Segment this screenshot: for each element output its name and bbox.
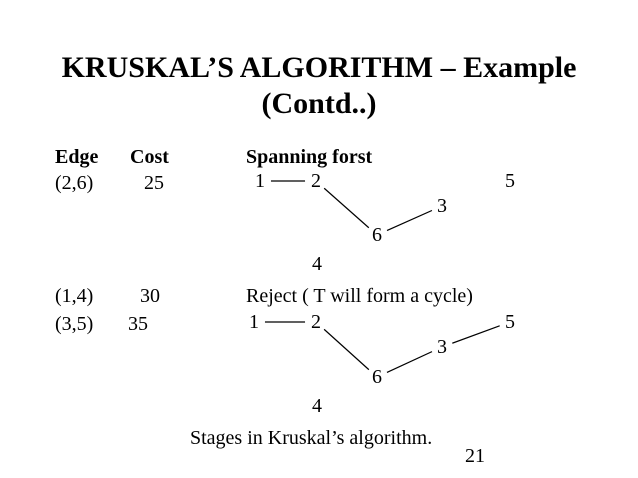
forest-2-node-6: 6 (366, 366, 388, 388)
row-2-note: Reject ( T will form a cycle) (246, 285, 473, 307)
page-number: 21 (465, 445, 485, 467)
caption: Stages in Kruskal’s algorithm. (190, 427, 433, 449)
forest-1-node-2: 2 (305, 170, 327, 192)
row-3-edge: (3,5) (55, 313, 94, 335)
title-line-1: KRUSKAL’S ALGORITHM – Example (61, 51, 577, 84)
row-2-cost: 30 (140, 285, 160, 307)
forest-2-node-5: 5 (499, 311, 521, 333)
header-cost: Cost (130, 146, 169, 168)
row-2-edge: (1,4) (55, 285, 94, 307)
forest-2-node-1: 1 (243, 311, 265, 333)
row-3-cost: 35 (128, 313, 148, 335)
forest-2-node-4: 4 (306, 395, 328, 417)
row-1-edge: (2,6) (55, 172, 94, 194)
forest-1-node-1: 1 (249, 170, 271, 192)
forest-1-node-5: 5 (499, 170, 521, 192)
header-edge: Edge (55, 146, 99, 168)
forest-2-node-2: 2 (305, 311, 327, 333)
forest-1-node-6: 6 (366, 224, 388, 246)
forest-1-node-4: 4 (306, 253, 328, 275)
header-spanning-forest: Spanning forst (246, 146, 373, 168)
forest-1-node-3: 3 (431, 195, 453, 217)
title-line-2: (Contd..) (261, 87, 377, 120)
row-1-cost: 25 (144, 172, 164, 194)
forest-2-node-3: 3 (431, 336, 453, 358)
